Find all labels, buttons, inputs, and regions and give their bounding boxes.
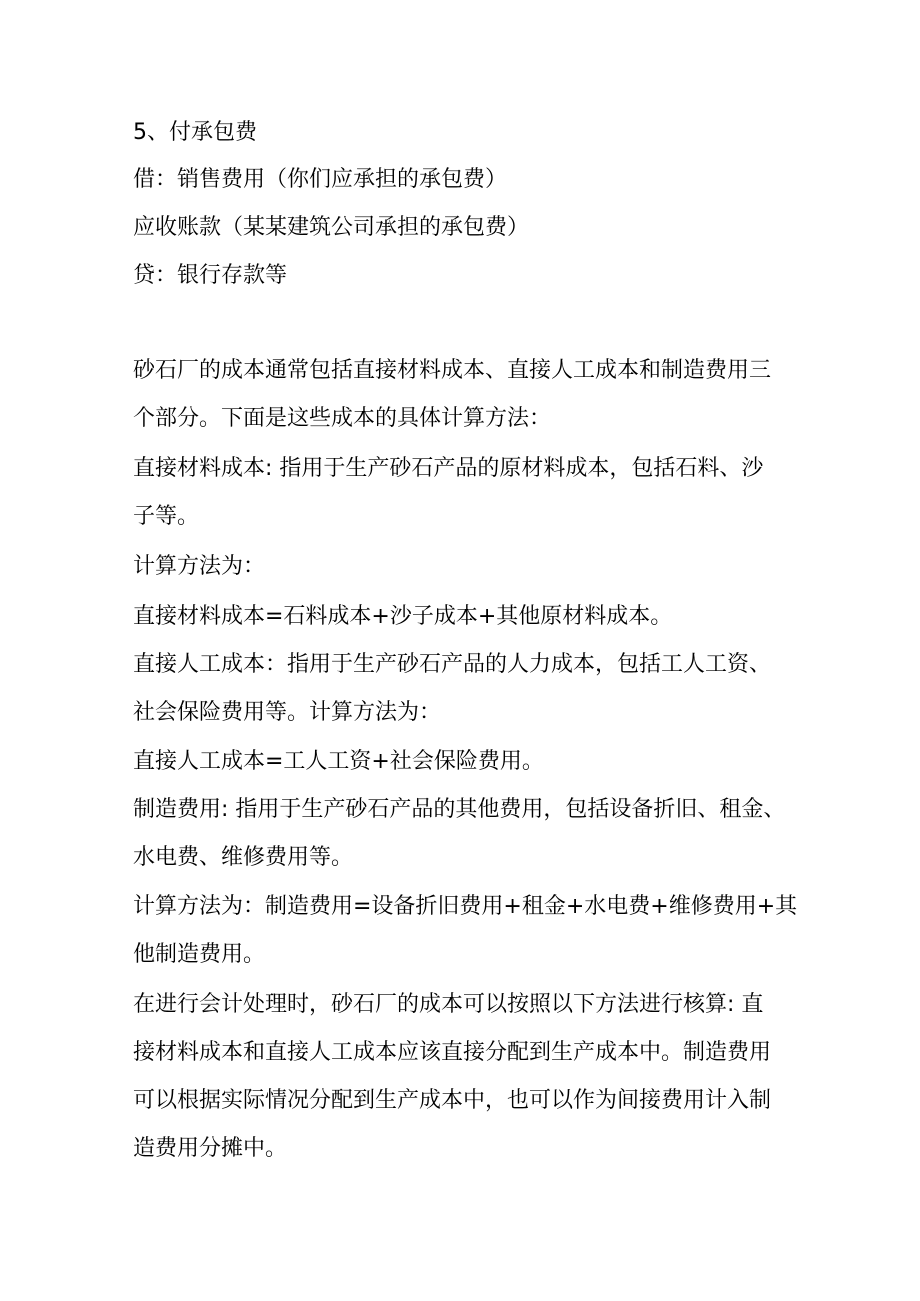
intro-line-2: 个部分。下面是这些成本的具体计算方法： [133, 406, 552, 431]
overhead-definition-line-1: 制造费用: 指用于生产砂石产品的其他费用，包括设备折旧、租金、 [133, 797, 786, 822]
section-heading: 5、付承包费 [133, 120, 257, 145]
intro-line-1: 砂石厂的成本通常包括直接材料成本、直接人工成本和制造费用三 [133, 358, 772, 383]
accounting-line-2: 接材料成本和直接人工成本应该直接分配到生产成本中。制造费用 [133, 1040, 772, 1065]
accounting-line-4: 造费用分摊中。 [133, 1136, 288, 1161]
labor-definition-line-2: 社会保险费用等。计算方法为： [133, 700, 442, 725]
material-definition-line-2: 子等。 [133, 504, 200, 529]
accounting-line-3: 可以根据实际情况分配到生产成本中，也可以作为间接费用计入制 [133, 1088, 772, 1113]
overhead-formula-line-2: 他制造费用。 [133, 942, 266, 967]
calculation-method-label: 计算方法为： [133, 554, 266, 579]
overhead-definition-line-2: 水电费、维修费用等。 [133, 845, 354, 870]
material-cost-formula: 直接材料成本=石料成本+沙子成本+其他原材料成本。 [133, 604, 673, 629]
labor-cost-formula: 直接人工成本=工人工资+社会保险费用。 [133, 749, 544, 774]
labor-definition-line-1: 直接人工成本：指用于生产砂石产品的人力成本，包括工人工资、 [133, 652, 772, 677]
receivable-entry: 应收账款（某某建筑公司承担的承包费） [133, 215, 530, 240]
material-definition-line-1: 直接材料成本: 指用于生产砂石产品的原材料成本，包括石料、沙 [133, 456, 764, 481]
credit-entry: 贷：银行存款等 [133, 263, 288, 288]
overhead-formula-line-1: 计算方法为：制造费用=设备折旧费用+租金+水电费+维修费用+其 [133, 894, 798, 919]
debit-entry: 借：销售费用（你们应承担的承包费） [133, 167, 508, 192]
accounting-line-1: 在进行会计处理时，砂石厂的成本可以按照以下方法进行核算: 直 [133, 992, 764, 1017]
